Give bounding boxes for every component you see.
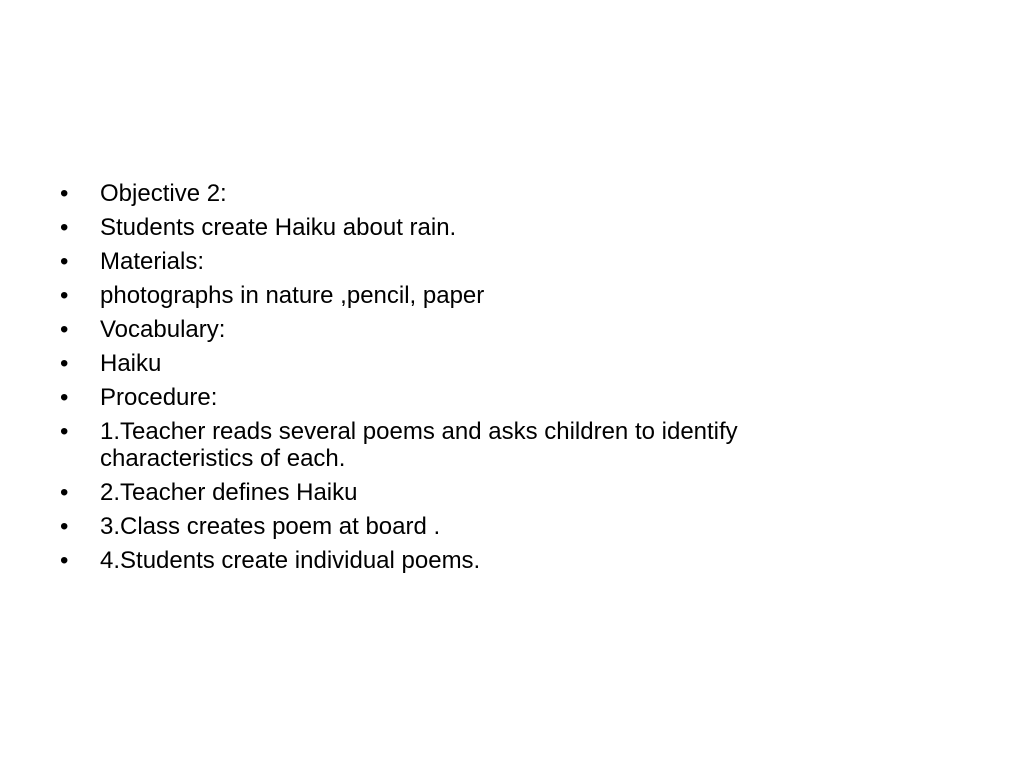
- list-item: [60, 214, 890, 241]
- bullet-list: [60, 180, 890, 581]
- list-item-text: photographs in nature ,pencil, paper: [100, 282, 485, 309]
- list-item-text: Haiku: [100, 350, 162, 377]
- list-item: [60, 316, 890, 343]
- list-item-text: Materials:: [100, 248, 205, 275]
- bullet-icon: •: [60, 350, 69, 377]
- bullet-icon: •: [60, 248, 69, 275]
- list-item-text: Objective 2:: [100, 180, 227, 207]
- bullet-icon: •: [60, 479, 69, 506]
- bullet-icon: •: [60, 282, 69, 309]
- list-item: [60, 479, 890, 506]
- list-item: [60, 350, 890, 377]
- list-item-text: Procedure:: [100, 384, 218, 411]
- list-item: [60, 513, 890, 540]
- list-item: [60, 248, 890, 275]
- list-item-text: Vocabulary:: [100, 316, 226, 343]
- bullet-icon: •: [60, 547, 69, 574]
- bullet-icon: •: [60, 316, 69, 343]
- bullet-icon: •: [60, 384, 69, 411]
- list-item: [60, 282, 890, 309]
- bullet-icon: •: [60, 418, 69, 445]
- list-item: [60, 384, 890, 411]
- list-item: [60, 547, 890, 574]
- list-item-text: Students create Haiku about rain.: [100, 214, 457, 241]
- list-item-text: 3.Class creates poem at board .: [100, 513, 441, 540]
- list-item-text: 4.Students create individual poems.: [100, 547, 481, 574]
- list-item: [60, 180, 890, 207]
- bullet-icon: •: [60, 214, 69, 241]
- list-item-text: 2.Teacher defines Haiku: [100, 479, 358, 506]
- bullet-icon: •: [60, 180, 69, 207]
- bullet-icon: •: [60, 513, 69, 540]
- list-item: [60, 418, 890, 472]
- list-item-text: 1.Teacher reads several poems and asks children to identify characteristics of each.: [100, 418, 738, 472]
